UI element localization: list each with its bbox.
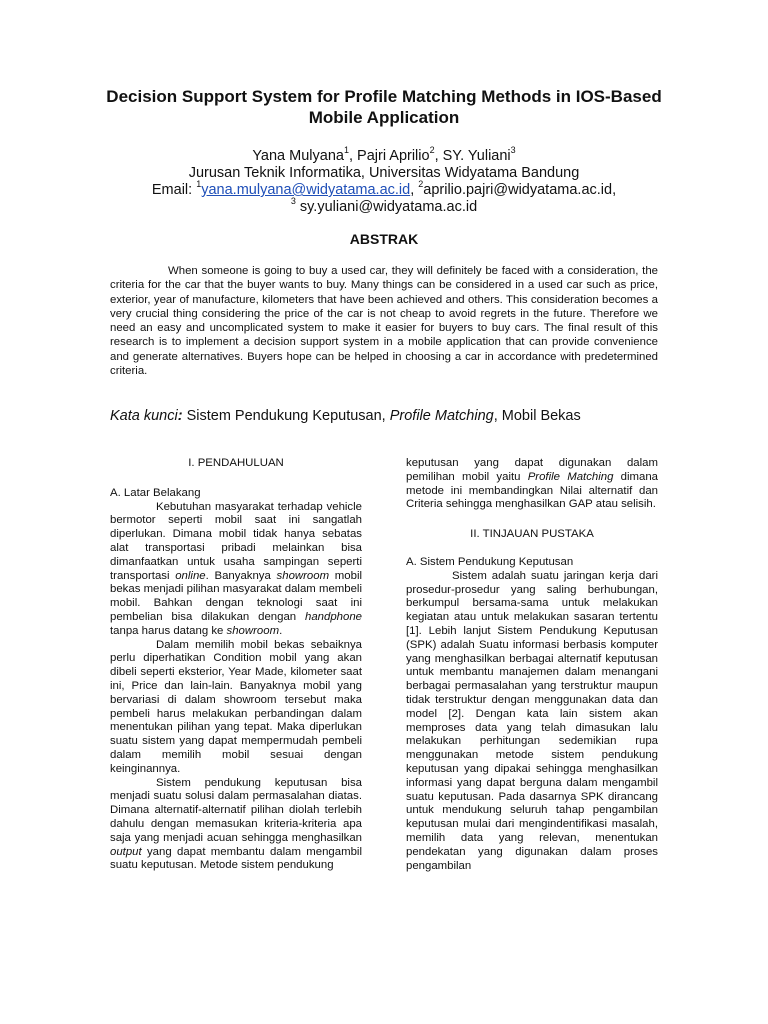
section-heading-2: II. TINJAUAN PUSTAKA [470,528,594,541]
email-3-sup: 3 [290,196,296,207]
left-column [110,457,362,873]
p3-italic-output: output [110,845,142,858]
keyword-2: Profile Matching [389,408,494,424]
paragraph-2: Dalam memilih mobil bekas sebaiknya perlu diperhatikan Condition mobil yang akan dibeli seperti eksterior, Year Made, kilometer saat ini, Price dan lain-lain. Banyaknya mobil yang bervariasi di dalam showroom tersebut maka pembeli harus melakukan perbandingan dalam menentukan pilihan yang tepat. Maka diperlukan suatu sistem yang dapat mempermudah pembeli dalam memilih mobil sesuai dengan keinginannya. [110,638,362,775]
section-heading-1: I. PENDAHULUAN [188,457,284,469]
keywords [110,406,670,426]
p1-italic-online: online [175,569,206,582]
author-sep: , [434,148,443,164]
author-line [60,147,708,165]
email-3: sy.yuliani@widyatama.ac.id [295,199,478,215]
author-1-sup: 1 [343,145,349,156]
p3-text: Sistem pendukung keputusan bisa menjadi suatu solusi dalam permasalahan diatas. Dimana alternatif-alternatif pilihan diolah terlebih dahulu dengan memasukan kriteria-kriteria apa saja yang menjadi acuan sehingga menghasilkan [110,776,362,844]
paragraph-continued [406,457,658,512]
email-sep: , [410,182,419,198]
keywords-colon: : [177,408,183,424]
p3-text: yang dapat membantu dalam mengambil suatu keputusan. Metode sistem pendukung [110,845,362,872]
email-1-sup: 1 [196,179,202,190]
p0-italic-profile-matching: Profile Matching [527,470,614,483]
p1-italic-showroom: showroom [226,624,280,637]
author-1: Yana Mulyana [252,148,344,164]
p1-text: . Banyaknya [205,569,277,582]
email-2-sup: 2 [418,179,424,190]
email-label: Email: [151,182,197,198]
abstract-heading: ABSTRAK [349,231,419,247]
paragraph-spk: Sistem adalah suatu jaringan kerja dari prosedur-prosedur yang saling berhubungan, berkumpul bersama-sama untuk melakukan kegiatan atau untuk melakukan sasaran tertentu [1]. Lebih lanjut Sistem Pendukung Keputusan (SPK) adalah Suatu informasi berbasis komputer yang menghasilkan berbagai alternatif keputusan untuk membantu manajemen dalam menangani berbagai permasalahan yang terstruktur maupun tidak terstruktur dengan menggunakan data dan model [2]. Dengan kata lain sistem akan memproses data yang telah dimasukan lalu melakukan perhitungan sedemikian rupa menggunakan metode sistem pendukung keputusan yang dipakai sehingga menghasilkan informasi yang dapat berguna dalam mengambil suatu keputusan. Pada dasarnya SPK dirancang untuk mendukung seluruh tahap pengambilan keputusan mulai dari mengindentifikasi masalah, memilih data yang relevan, menentukan pendekatan yang digunakan dalam proses pengambilan [406,569,658,872]
affiliation: Jurusan Teknik Informatika, Universitas Widyatama Bandung [188,165,580,181]
p1-italic-handphone: handphone [304,610,362,623]
paragraph-1 [110,501,362,639]
abstract-text [110,264,658,378]
keywords-label: Kata kunci [110,408,178,424]
p1-text: . [279,624,283,637]
author-2-sup: 2 [429,145,435,156]
author-2: Pajri Aprilio [357,148,430,164]
author-3: SY. Yuliani [442,148,511,164]
keyword-3: , Mobil Bekas [493,408,581,424]
p1-text: tanpa harus datang ke [110,624,227,637]
email-2: aprilio.pajri@widyatama.ac.id, [423,182,617,198]
paper-title: Decision Support System for Profile Matching Methods in IOS-Based Mobile Application [106,87,662,127]
p0-text: keputusan yang dapat digunakan dalam pemilihan mobil yaitu [406,457,658,483]
paragraph-3 [110,777,362,874]
right-column [406,457,658,873]
p1-text: Kebutuhan masyarakat terhadap vehicle bermotor seperti mobil saat ini sangatlah diperlukan. Dimana mobil tidak hanya sebatas alat transportasi pribadi melainkan bisa dimanfaatkan untuk usaha sampingan seperti transportasi [110,500,362,582]
author-sep: , [348,148,358,164]
email-line-2 [60,198,708,216]
abstract-body: When someone is going to buy a used car, they will definitely be faced with a consideration, the criteria for the car that the buyer wants to buy. Many things can be considered in a used car such as price, exterior, year of manufacture, kilometers that have been achieved and others. This consideration becomes a very crucial thing considering the price of the car is not cheap to avoid regrets in the future. Therefore we need an easy and uncomplicated system to make it easier for buyers to buy cars. The final result of this research is to implement a decision support system in a mobile application that can provide convenience and generate alternatives. Buyers hope can be helped in choosing a car in accordance with predetermined criteria. [110,265,658,378]
p1-text: mobil bekas menjadi pilihan masyarakat dalam membeli mobil. Bahkan dengan teknologi saat ini pembelian bisa dilakukan dengan [110,569,363,623]
keyword-1: Sistem Pendukung Keputusan, [182,408,390,424]
author-3-sup: 3 [510,145,516,156]
subsection-a-heading: A. Sistem Pendukung Keputusan [406,555,574,568]
p0-text: dimana metode ini membandingkan Nilai alternatif dan Criteria sehingga menghasilkan GAP atau selisih. [406,470,659,511]
p1-italic-showroom: showroom [276,569,330,582]
email-line [60,181,708,199]
subsection-a-heading: A. Latar Belakang [110,486,201,499]
email-1-link[interactable]: yana.mulyana@widyatama.ac.id [201,182,411,198]
